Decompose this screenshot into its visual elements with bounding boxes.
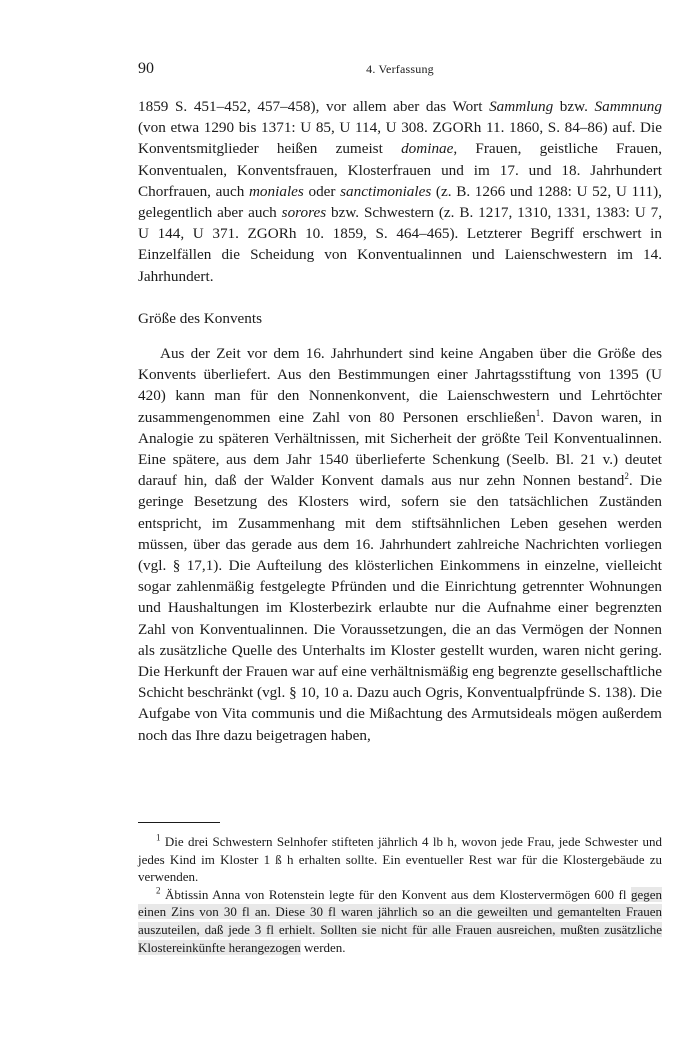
term-moniales: moniales <box>248 182 304 200</box>
footnote-mark-2: 2 <box>156 885 161 896</box>
term-sammlung: Sammlung <box>489 98 554 115</box>
running-head <box>138 60 662 80</box>
page-number: 90 <box>138 60 154 77</box>
footnote-mark-1: 1 <box>156 832 161 843</box>
term-sanctimoniales: sanctimoniales <box>340 182 432 200</box>
section-heading: Größe des Konvents <box>138 309 263 327</box>
term-sammnung: Sammnung <box>594 98 662 115</box>
term-dominae: dominae <box>401 140 454 158</box>
footnote-2: $^2$ Äbtissin Anna von Rotenstein legte für den Konvent aus dem Klostervermögen 600 fl gegen einen Zins von 30 fl an. Diese 30 fl waren jährlich so an die geweilten und gemantelten Frauen auszuteilen, daß jede 3 fl erhielt. Sollten sie nicht für alle Frauen ausreichen, mußten zusätzliche Klostereinkünfte herangezogen werden. <box>138 885 662 955</box>
footnote-ref-1[interactable]: 1 <box>535 407 541 418</box>
footnote-divider <box>138 822 220 823</box>
chapter-title: 4. Verfassung <box>366 62 434 76</box>
highlighted-text: gegen einen Zins von 30 fl an. Diese 30 fl waren jährlich so an die geweilten und gemantelten Frauen auszuteilen, daß jede 3 fl erhielt. Sollten sie nicht für alle Frauen ausreichen, mußten zusätzliche Klostereinkünfte herangezogen <box>138 886 662 955</box>
paragraph-konvent-size: Aus der Zeit vor dem 16. Jahrhundert sind keine Angaben über die Größe des Konvents überliefert. Aus den Bestimmungen einer Jahrtagsstiftung von 1395 (U 420) kann man für den Nonnenkonvent, die Laienschwestern und Lehrtöchter zusammengenommen eine Zahl von 80 Personen erschließen$^1$. Davon waren, in Analogie zu späteren Verhältnissen, mit Sicherheit der größte Teil Konventualinnen. Eine spätere, aus dem Jahr 1540 überlieferte Schenkung (Seelb. Bl. 21 v.) deutet darauf hin, daß der Walder Konvent damals aus nur zehn Nonnen bestand$^2$. Die geringe Besetzung des Klosters wird, sofern sie den tatsächlichen Zuständen entspricht, im Zusammenhang mit dem stiftsähnlichen Leben gesehen werden müssen, über das gerade aus dem 16. Jahrhundert zahlreiche Nachrichten vorliegen (vgl. § 17,1). Die Aufteilung des klösterlichen Einkommens in einzelne, vielleicht sogar zahlenmäßig festgelegte Pfründen und die Einrichtung getrennter Wohnungen und Haushaltungen im Klosterbezirk erlaubte nur die Aufnahme einer begrenzten Zahl von Konventualinnen. Die Voraussetzungen, die an das Vermögen der Nonnen als zusätzliche Quelle des Unterhalts im Kloster gestellt wurden, waren nicht gering. Die Herkunft der Frauen war auf eine verhältnismäßig eng begrenzte gesellschaftliche Schicht beschränkt (vgl. § 10, 10 a. Dazu auch Ogris, Konventualpfründe S. 138). Die Aufgabe von Vita communis und die Mißachtung des Armutsideals mögen außerdem noch das Ihre dazu beigetragen haben, <box>138 345 663 744</box>
paragraph-continued: 1859 S. 451–452, 457–458), vor allem aber das Wort Sammlung bzw. Sammnung (von etwa 1290 bis 1371: U 85, U 114, U 308. ZGORh 11. 1860, S. 84–86) auf. Die Konventsmitglieder heißen zumeist dominae, Frauen, geistliche Frauen, Konventualen, Konventsfrauen, Klosterfrauen und im 17. und 18. Jahrhundert Chorfrauen, auch moniales oder sanctimoniales (z. B. 1266 und 1288: U 52, U 111), gelegentlich aber auch sorores bzw. Schwestern (z. B. 1217, 1310, 1331, 1383: U 7, U 144, U 371. ZGORh 10. 1859, S. 464–465). Letzterer Begriff erschwert in Einzelfällen die Scheidung von Konventualinnen und Laienschwestern im 14. Jahrhundert. <box>138 98 663 285</box>
body-text <box>138 96 662 746</box>
footnote-ref-2[interactable]: 2 <box>624 471 629 482</box>
footnote-1: $^1$ Die drei Schwestern Selnhofer stifteten jährlich 4 lb h, wovon jede Frau, jede Schwester und jedes Kind im Kloster 1 ß h erhalten sollte. Ein eventueller Rest war für die Klostergebäude zu verwenden. <box>138 832 662 885</box>
term-sorores: sorores <box>281 204 327 222</box>
footnotes <box>138 833 662 956</box>
